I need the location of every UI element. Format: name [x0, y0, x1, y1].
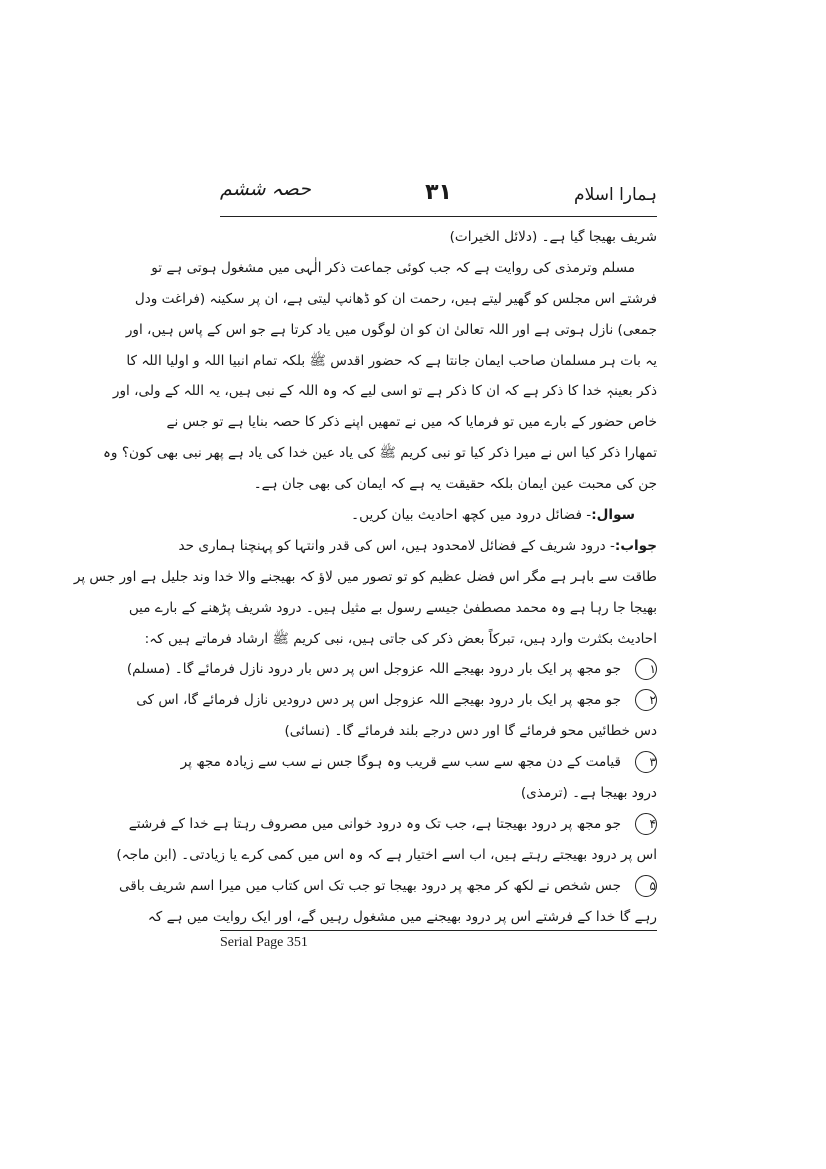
text-line: یہ بات ہر مسلمان صاحب ایمان جانتا ہے کہ حضور اقدس ﷺ بلکہ تمام انبیا اللہ و اولیا اللہ کا — [126, 352, 657, 369]
question-line — [220, 500, 657, 531]
question-label: سوال: — [591, 507, 635, 524]
book-title: ہمارا اسلام — [574, 185, 657, 205]
text-line: احادیث بکثرت وارد ہیں، تبرکاً بعض ذکر کی جاتی ہیں، نبی کریم ﷺ ارشاد فرماتے ہیں کہ: — [144, 630, 657, 647]
hadith-item — [128, 809, 657, 840]
text-line: اس پر درود بھیجتے رہتے ہیں، اب اسے اختیار ہے کہ وہ اس میں کمی کرے یا زیادتی۔ (ابن ماجہ) — [116, 846, 657, 863]
text-line: رہے گا خدا کے فرشتے اس پر درود بھیجنے میں مشغول رہیں گے، اور ایک روایت میں ہے کہ — [147, 908, 657, 925]
text-line: فرشتے اس مجلس کو گھیر لیتے ہیں، رحمت ان کو ڈھانپ لیتی ہے، ان پر سکینہ (فراغت ودل — [134, 290, 657, 307]
text-line: جن کی محبت عین ایمان بلکہ حقیقت یہ ہے کہ ایمان کی بھی جان ہے۔ — [253, 476, 657, 493]
hadith-number: ۳ — [635, 751, 657, 773]
header-rule — [220, 216, 657, 217]
hadith-item — [118, 871, 657, 902]
hadith-number: ۱ — [635, 658, 657, 680]
text-line: خاص حضور کے بارے میں تو فرمایا کہ میں نے تمھیں اپنے ذکر کا حصہ بنایا ہے تو جس نے — [166, 414, 657, 431]
hadith-item — [180, 747, 657, 778]
text-line: تمھارا ذکر کیا اس نے میرا ذکر کیا تو نبی کریم ﷺ کی یاد عین خدا کی یاد ہے پھر نبی بھی کون؟ وہ — [102, 445, 657, 462]
text-line: طاقت سے باہر ہے مگر اس فضل عظیم کو تو تصور میں لاؤ کہ بھیجنے والا خدا وند جلیل ہے اور جس پر — [73, 568, 657, 585]
hadith-text: جو مجھ پر ایک بار درود بھیجے اللہ عزوجل اس پر دس درودیں نازل فرمائے گا، اس کی — [136, 692, 621, 709]
question-text: - فضائل درود میں کچھ احادیث بیان کریں۔ — [351, 507, 592, 524]
text-line: بھیجا جا رہا ہے وہ محمد مصطفیٰ جیسے رسول بے مثیل ہیں۔ درود شریف پڑھنے کے بارے میں — [128, 599, 657, 616]
body-text — [73, 222, 657, 932]
answer-line — [178, 531, 657, 562]
section-title: حصہ ششم — [220, 178, 311, 200]
answer-text: - درود شریف کے فضائل لامحدود ہیں، اس کی قدر وانتہا کو پہنچنا ہماری حد — [178, 537, 615, 554]
serial-page-label: Serial Page 351 — [220, 935, 308, 950]
text-line: درود بھیجا ہے۔ (ترمذی) — [520, 785, 657, 802]
hadith-number: ۵ — [635, 875, 657, 897]
text-line: ذکر بعینہٖ خدا کا ذکر ہے کہ ان کا ذکر ہے تو اسی لیے کہ وہ اللہ کے نبی ہیں، یہ اللہ کے ولی، اور — [112, 383, 657, 400]
hadith-text: قیامت کے دن مجھ سے سب سے قریب وہ ہوگا جس نے سب سے زیادہ مجھ پر — [180, 754, 621, 771]
text-line: مسلم وترمذی کی روایت ہے کہ جب کوئی جماعت ذکر الٰہی میں مشغول ہوتی ہے تو — [151, 259, 635, 276]
hadith-number: ۲ — [635, 689, 657, 711]
answer-label: جواب: — [614, 537, 657, 554]
text-line: شریف بھیجا گیا ہے۔ (دلائل الخیرات) — [449, 229, 657, 245]
footer-rule — [220, 930, 657, 931]
page-number: ۳۱ — [425, 180, 452, 205]
text-line: جمعی) نازل ہوتی ہے اور اللہ تعالیٰ ان کو ان لوگوں میں یاد کرتا ہے جو اس کے پاس ہیں، اور — [125, 321, 657, 338]
hadith-text: جو مجھ پر ایک بار درود بھیجے اللہ عزوجل اس پر دس بار درود نازل فرمائے گا۔ (مسلم) — [126, 661, 621, 678]
hadith-number: ۴ — [635, 813, 657, 835]
hadith-item — [126, 654, 657, 685]
page-header — [220, 178, 657, 218]
hadith-text: جو مجھ پر درود بھیجتا ہے، جب تک وہ درود خوانی میں مصروف رہتا ہے خدا کے فرشتے — [128, 815, 621, 832]
hadith-text: جس شخص نے لکھ کر مجھ پر درود بھیجا تو جب تک اس کتاب میں میرا اسم شریف باقی — [118, 877, 621, 894]
text-line: دس خطائیں محو فرمائے گا اور دس درجے بلند فرمائے گا۔ (نسائی) — [284, 723, 657, 740]
hadith-item — [136, 685, 657, 716]
